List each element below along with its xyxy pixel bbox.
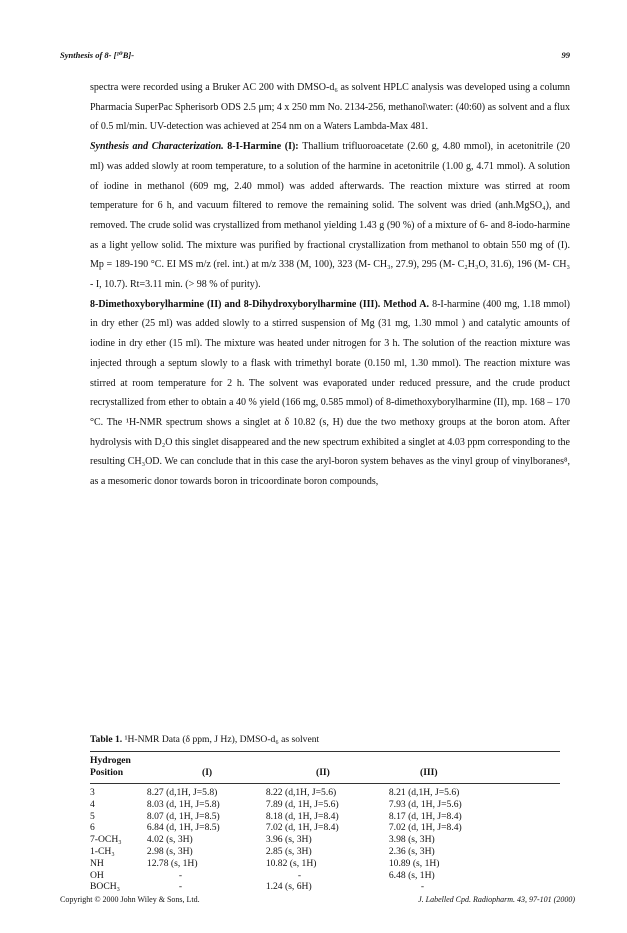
hydrogen-position: 1-CH₃ — [90, 845, 115, 857]
body-text — [90, 78, 570, 492]
paragraph-segment: Synthesis and Characterization. — [90, 141, 228, 153]
table-header-rule — [90, 783, 560, 784]
header-hydrogen: Hydrogen — [90, 755, 131, 766]
shift-value: 10.82 (s, 1H) — [265, 857, 317, 869]
shift-value: 6.48 (s, 1H) — [388, 869, 435, 881]
hydrogen-position: OH — [90, 869, 104, 881]
shift-value: 6.84 (d, 1H, J=8.5) — [146, 822, 220, 834]
hydrogen-position: 4 — [90, 798, 95, 810]
table-row — [90, 881, 560, 893]
shift-value: 3.96 (s, 3H) — [265, 834, 312, 846]
hydrogen-position: BOCH₃ — [90, 881, 120, 893]
shift-value: 8.21 (d,1H, J=5.6) — [388, 787, 460, 798]
page-number: 99 — [561, 50, 570, 60]
shift-value: 1.24 (s, 6H) — [265, 881, 312, 893]
shift-value: 10.89 (s, 1H) — [388, 857, 440, 869]
page-footer — [60, 895, 575, 904]
header-position: Position — [90, 767, 124, 778]
paragraph-segment: spectra were recorded using a Bruker AC 200 with DMSO-d₆ as solvent HPLC analysis was developed using a column Pharmacia SuperPac Spherisorb ODS 2.5 μm; 4 x 250 mm No. 2134-256, methanol\water: (40:60) as solvent and a flux of 0.5 ml/min. UV-detection was achieved at 254 nm on a Waters Lambda-Max 481. — [90, 82, 570, 133]
table-top-rule — [90, 751, 560, 752]
table-row — [90, 822, 560, 834]
paragraph-segment: 8-Dimethoxyborylharmine (II) and 8-Dihydroxyborylharmine (III). Method A. — [90, 298, 433, 310]
shift-value: 8.07 (d, 1H, J=8.5) — [146, 810, 220, 822]
hydrogen-position: 5 — [90, 810, 95, 822]
shift-value: - — [178, 881, 183, 893]
nmr-data-table — [90, 787, 560, 893]
paragraph-segment: 8-I-harmine (400 mg, 1.18 mmol) in dry ether (25 ml) was added slowly to a stirred suspension of Mg (31 mg, 1.30 mmol ) and catalytic amounts of iodine in dry ether (15 ml). The mixture was heated under nitrogen for 3 h. The solution of the reaction mixture was injected through a septum slowly to a flask with trimethyl borate (0.150 ml, 1.30 mmol). The reaction mixture was stirred at room temperature for 2 h. The solvent was evaporated under reduced pressure, and the crude product recrystallized from ether to obtain a 40 % yield (166 mg, 0.585 mmol) of 8-dimethoxyborylharmine (II), mp. 168 – 170 °C. The ¹H-NMR spectrum shows a singlet at δ 10.82 (s, H) due the two methoxy groups at the boron atom. After hydrolysis with D₂O this singlet disappeared and the new spectrum exhibited a singlet at 4.03 ppm corresponding to the resulting CH₃OD. We can conclude that in this case the aryl-boron system behaves as the vinyl group of vinylboranes⁸, as a mesomeric donor towards boron in tricoordinate boron compounds, — [90, 298, 570, 488]
table-row — [90, 870, 560, 882]
paragraph-segment: 8-I-Harmine (I): — [227, 141, 303, 153]
table-caption-label: Table 1. — [90, 734, 123, 745]
shift-value: 2.36 (s, 3H) — [388, 845, 435, 857]
nmr-table — [90, 734, 560, 893]
table-header — [90, 755, 560, 781]
shift-value: 8.18 (d, 1H, J=8.4) — [265, 810, 339, 822]
table-row — [90, 799, 560, 811]
table-row — [90, 858, 560, 870]
shift-value: 8.17 (d, 1H, J=8.4) — [388, 810, 462, 822]
paragraph-segment: Thallium trifluoroacetate (2.60 g, 4.80 mmol), in acetonitrile (20 ml) was added slowly at room temperature, to a solution of the harmine in acetonitrile (1.00 g, 4.71 mmol). A solution of iodine in methanol (609 mg, 2.40 mmol) was added afterwards. The reaction mixture was stirred at room temperature for 6 h, and vacuum filtered to remove the remaining solid. The solvent was dried (anh.MgSO₄), and removed. The crude solid was crystallized from methanol yielding 1.43 g (90 %) of a mixture of 6- and 8-iodo-harmine as a light yellow solid. The mixture was purified by fractional crystallization from methanol to obtain 550 mg of (I). Mp = 189-190 °C. EI MS m/z (rel. int.) at m/z 338 (M, 100), 323 (M- CH₃, 27.9), 295 (M- C₂H₃O, 31.6), 196 (M- CH₃ - I, 10.7). Rt=3.11 min. (> 98 % of purity). — [90, 141, 570, 291]
table-row — [90, 846, 560, 858]
table-caption-text: ¹H-NMR Data (δ ppm, J Hz), DMSO-d₆ as solvent — [122, 734, 320, 745]
header-col-1: (I) — [202, 767, 213, 778]
paragraph — [90, 137, 570, 295]
running-head — [60, 50, 570, 61]
header-col-2: (II) — [316, 767, 330, 778]
table-row — [90, 787, 560, 799]
table-row — [90, 811, 560, 823]
table-row — [90, 834, 560, 846]
shift-value: - — [178, 869, 183, 881]
shift-value: 7.89 (d, 1H, J=5.6) — [265, 798, 339, 810]
shift-value: 12.78 (s, 1H) — [146, 857, 198, 869]
shift-value: 4.02 (s, 3H) — [146, 834, 193, 846]
shift-value: - — [420, 881, 425, 893]
shift-value: 7.02 (d, 1H, J=8.4) — [265, 822, 339, 834]
paragraph — [90, 78, 570, 137]
hydrogen-position: 6 — [90, 822, 95, 834]
shift-value: 2.98 (s, 3H) — [146, 845, 193, 857]
table-caption — [90, 734, 560, 745]
paragraph — [90, 295, 570, 492]
shift-value: 8.27 (d,1H, J=5.8) — [146, 787, 218, 798]
shift-value: 7.93 (d, 1H, J=5.6) — [388, 798, 462, 810]
shift-value: 7.02 (d, 1H, J=8.4) — [388, 822, 462, 834]
shift-value: 8.22 (d,1H, J=5.6) — [265, 787, 337, 798]
running-head-title: Synthesis of 8- [¹⁰B]- — [60, 50, 135, 60]
shift-value: 2.85 (s, 3H) — [265, 845, 312, 857]
hydrogen-position: 7-OCH₃ — [90, 834, 122, 846]
header-col-3: (III) — [420, 767, 438, 778]
shift-value: 3.98 (s, 3H) — [388, 834, 435, 846]
hydrogen-position: NH — [90, 857, 104, 869]
shift-value: - — [297, 869, 302, 881]
footer-citation: J. Labelled Cpd. Radiopharm. 43, 97-101 (2000) — [418, 895, 575, 904]
footer-copyright: Copyright © 2000 John Wiley & Sons, Ltd. — [60, 895, 200, 904]
hydrogen-position: 3 — [90, 787, 95, 798]
shift-value: 8.03 (d, 1H, J=5.8) — [146, 798, 220, 810]
